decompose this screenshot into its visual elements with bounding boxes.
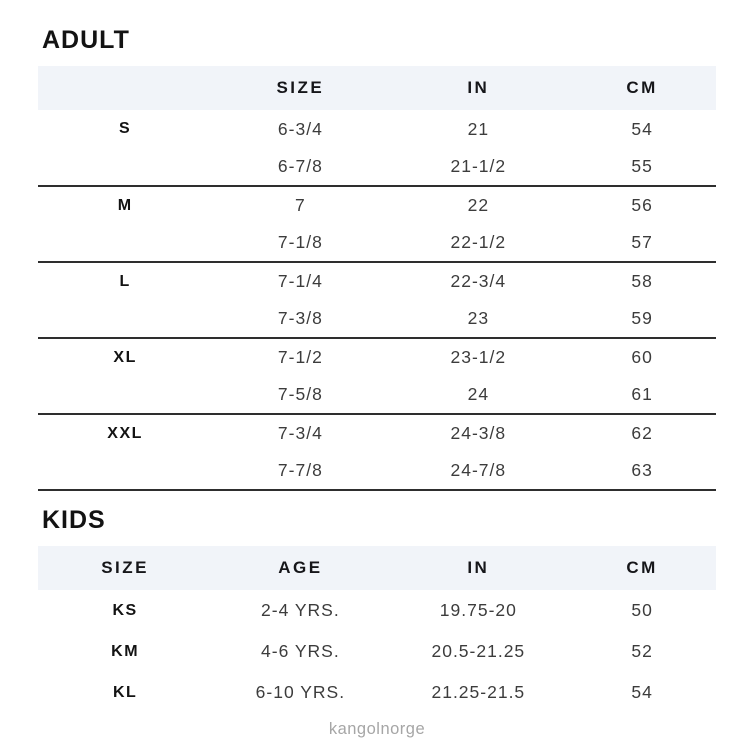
size-group-label: XXL — [107, 424, 143, 442]
size-group-label-blank — [38, 300, 212, 338]
kids-header-row — [38, 546, 716, 590]
in-cell: 21-1/2 — [389, 148, 569, 186]
table-row — [38, 110, 716, 148]
cm-cell: 54 — [631, 682, 653, 702]
size-cell: 7-5/8 — [212, 376, 388, 414]
table-row — [38, 672, 716, 713]
table-row — [38, 414, 716, 452]
adult-col-header-blank — [38, 66, 212, 110]
cm-cell: 52 — [631, 641, 653, 661]
cm-cell: 60 — [631, 347, 653, 367]
table-row — [38, 300, 716, 338]
in-cell: 24-7/8 — [389, 452, 569, 490]
in-cell: 22 — [467, 195, 490, 215]
cm-cell: 50 — [631, 600, 653, 620]
adult-size-table — [38, 66, 716, 491]
kids-col-header-age: AGE — [212, 546, 388, 590]
in-cell: 22-3/4 — [450, 271, 507, 291]
kids-size-label: KM — [111, 642, 140, 660]
kids-section-title: KIDS — [42, 506, 106, 534]
cm-cell: 56 — [631, 195, 653, 215]
table-row — [38, 338, 716, 376]
in-cell: 20.5-21.25 — [431, 641, 526, 661]
size-group-label: XL — [113, 348, 137, 366]
size-group-label-blank — [38, 148, 212, 186]
size-cell: 7 — [295, 195, 306, 215]
in-cell: 23-1/2 — [450, 347, 507, 367]
cm-cell: 62 — [631, 423, 653, 443]
in-cell: 24 — [389, 376, 569, 414]
table-row — [38, 590, 716, 631]
size-group-label-blank — [38, 224, 212, 262]
table-row — [38, 631, 716, 672]
in-cell: 24-3/8 — [450, 423, 507, 443]
adult-section-title: ADULT — [42, 26, 130, 54]
cm-cell: 58 — [631, 271, 653, 291]
cm-cell: 55 — [568, 148, 716, 186]
kids-col-header-size: SIZE — [38, 546, 212, 590]
table-row — [38, 376, 716, 414]
size-cell: 6-7/8 — [212, 148, 388, 186]
kids-col-header-cm: CM — [568, 546, 716, 590]
adult-col-header-cm: CM — [568, 66, 716, 110]
kids-size-label: KL — [112, 683, 138, 701]
in-cell: 22-1/2 — [389, 224, 569, 262]
kids-col-header-in: IN — [389, 546, 569, 590]
in-cell: 21 — [467, 118, 490, 139]
cm-cell: 63 — [568, 452, 716, 490]
table-row — [38, 452, 716, 490]
cm-cell: 54 — [631, 118, 653, 139]
in-cell: 23 — [389, 300, 569, 338]
size-cell: 7-1/8 — [212, 224, 388, 262]
footer-brand-text: kangolnorge — [328, 720, 426, 738]
cm-cell: 59 — [568, 300, 716, 338]
age-cell: 4-6 YRS. — [261, 641, 340, 661]
size-cell: 7-1/4 — [277, 271, 323, 291]
adult-header-row — [38, 66, 716, 110]
table-row — [38, 224, 716, 262]
kids-size-label: KS — [112, 601, 138, 619]
table-row — [38, 148, 716, 186]
size-cell: 7-3/8 — [212, 300, 388, 338]
adult-col-header-in: IN — [389, 66, 569, 110]
age-cell: 6-10 YRS. — [255, 682, 346, 702]
kids-size-table — [38, 546, 716, 713]
cm-cell: 61 — [568, 376, 716, 414]
cm-cell: 57 — [568, 224, 716, 262]
size-cell: 7-3/4 — [277, 423, 323, 443]
size-cell: 6-3/4 — [277, 118, 323, 139]
size-group-label-blank — [38, 452, 212, 490]
table-row — [38, 186, 716, 224]
in-cell: 19.75-20 — [439, 600, 517, 620]
size-group-label: M — [117, 196, 133, 214]
size-cell: 7-1/2 — [277, 347, 323, 367]
size-group-label: S — [119, 120, 132, 137]
table-row — [38, 262, 716, 300]
adult-col-header-size: SIZE — [212, 66, 388, 110]
size-group-label-blank — [38, 376, 212, 414]
size-cell: 7-7/8 — [212, 452, 388, 490]
age-cell: 2-4 YRS. — [261, 600, 340, 620]
size-group-label: L — [119, 272, 131, 290]
in-cell: 21.25-21.5 — [431, 682, 526, 702]
